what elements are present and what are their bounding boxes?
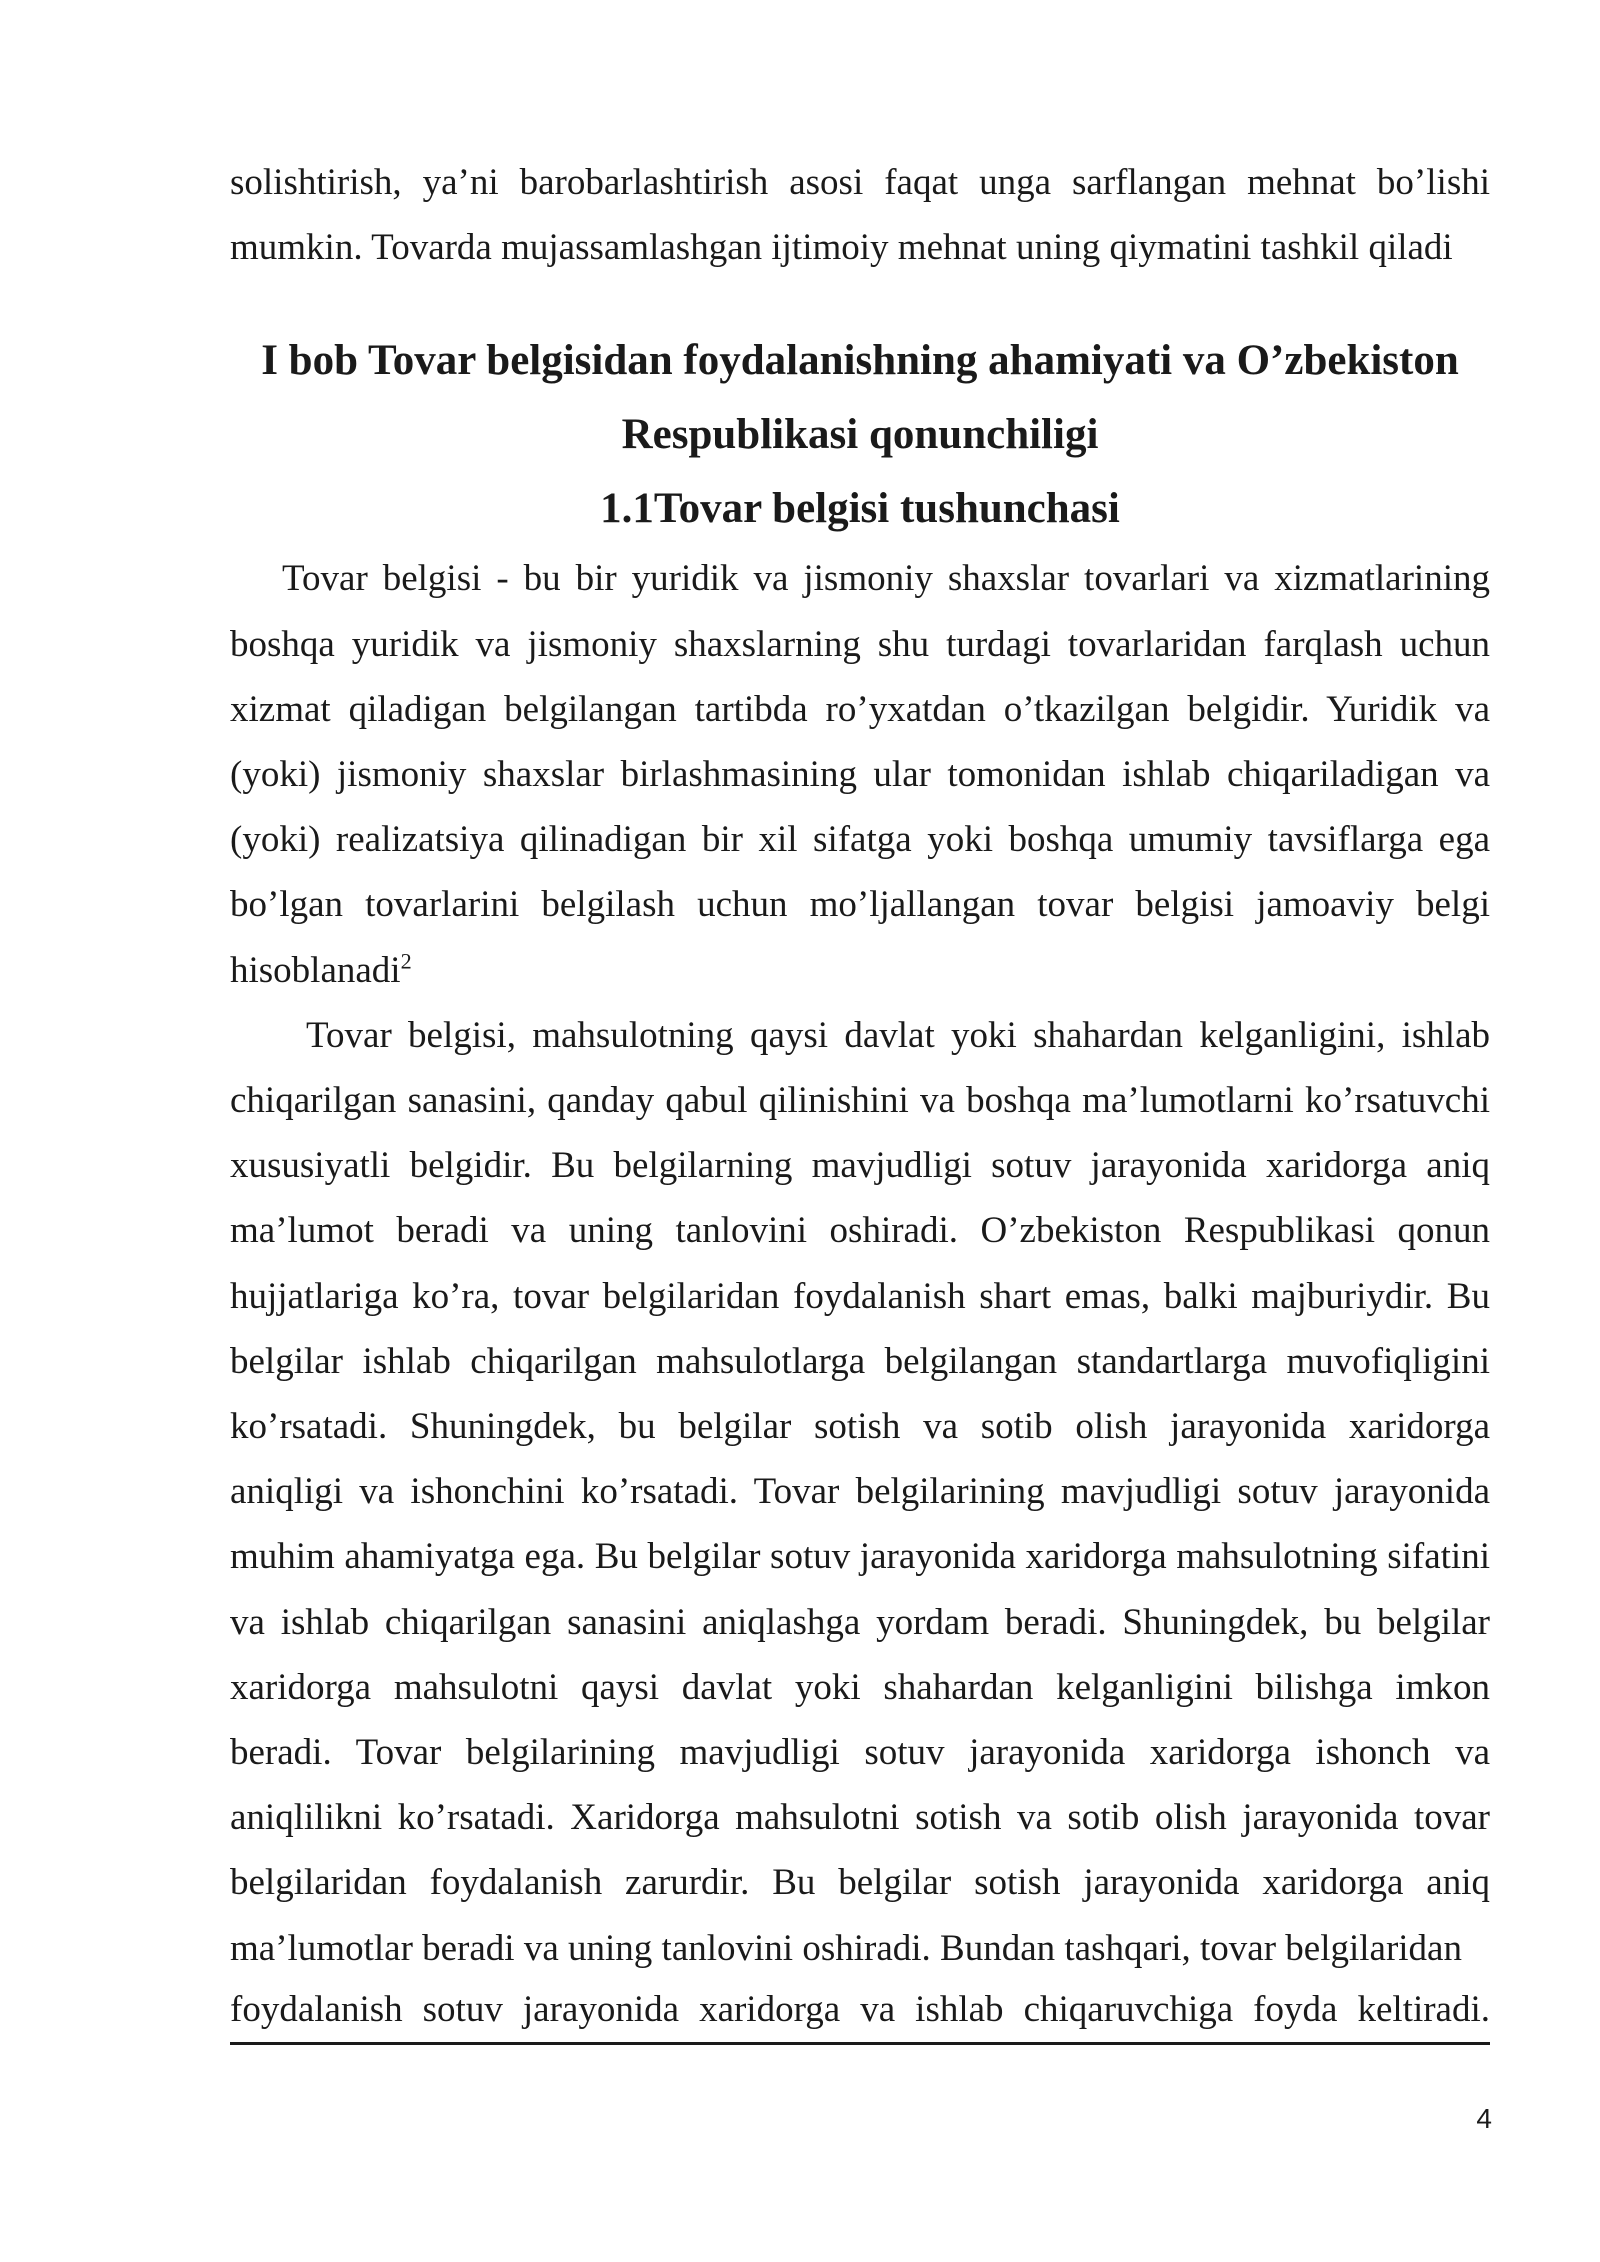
intro-paragraph: solishtirish, ya’ni barobarlashtirish asosi faqat unga sarflangan mehnat bo’lishi mumkin. Tovarda mujassamlashgan ijtimoiy mehnat uning qiymatini tashkil qiladi bbox=[230, 162, 1490, 269]
section-heading: 1.1Tovar belgisi tushunchasi bbox=[600, 485, 1120, 533]
paragraph-2 bbox=[230, 1003, 1490, 1981]
chapter-heading: I bob Tovar belgisidan foydalanishning ahamiyati va O’zbekiston Respublikasi qonunchiligi bbox=[261, 337, 1459, 459]
document-page bbox=[230, 150, 1490, 2045]
footnote-reference[interactable]: 2 bbox=[400, 948, 412, 974]
page-number: 4 bbox=[1476, 2103, 1492, 2134]
paragraph-1 bbox=[230, 546, 1490, 1002]
underlined-line: foydalanish sotuv jarayonida xaridorga va ishlab chiqaruvchiga foyda keltiradi. bbox=[230, 1977, 1490, 2045]
paragraph-2-text: Tovar belgisi, mahsulotning qaysi davlat yoki shahardan kelganligini, ishlab chiqarilgan sanasini, qanday qabul qilinishini va boshqa ma’lumotlarni ko’rsatuvchi xususiyatli belgidir. Bu belgilarning mavjudligi sotuv jarayonida xaridorga aniq ma’lumot beradi va uning tanlovini oshiradi. O’zbekiston Respublikasi qonun hujjatlariga ko’ra, tovar belgilaridan foydalanish shart emas, balki majburiydir. Bu belgilar ishlab chiqarilgan mahsulotlarga belgilangan standartlarga muvofiqligini ko’rsatadi. Shuningdek, bu belgilar sotish va sotib olish jarayonida xaridorga aniqligi va ishonchini ko’rsatadi. Tovar belgilarining mavjudligi sotuv jarayonida muhim ahamiyatga ega. Bu belgilar sotuv jarayonida xaridorga mahsulotning sifatini va ishlab chiqarilgan sanasini aniqlashga yordam beradi. Shuningdek, bu belgilar xaridorga mahsulotni qaysi davlat yoki shahardan kelganligini bilishga imkon beradi. Tovar belgilarining mavjudligi sotuv jarayonida xaridorga ishonch va aniqlilikni ko’rsatadi. Xaridorga mahsulotni sotish va sotib olish jarayonida tovar belgilaridan foydalanish zarurdir. Bu belgilar sotish jarayonida xaridorga aniq ma’lumotlar beradi va uning tanlovini oshiradi. Bundan tashqari, tovar belgilaridan bbox=[230, 1014, 1490, 1969]
paragraph-1-text: Tovar belgisi - bu bir yuridik va jismoniy shaxslar tovarlari va xizmatlarining boshqa yuridik va jismoniy shaxslarning shu turdagi tovarlaridan farqlash uchun xizmat qiladigan belgilangan tartibda ro’yxatdan o’tkazilgan belgidir. Yuridik va (yoki) jismoniy shaxslar birlashmasining ular tomonidan ishlab chiqariladigan va (yoki) realizatsiya qilinadigan bir xil sifatga yoki boshqa umumiy tavsiflarga ega bo’lgan tovarlarini belgilash uchun mo’ljallangan tovar belgisi jamoaviy belgi hisoblanadi bbox=[230, 558, 1490, 991]
